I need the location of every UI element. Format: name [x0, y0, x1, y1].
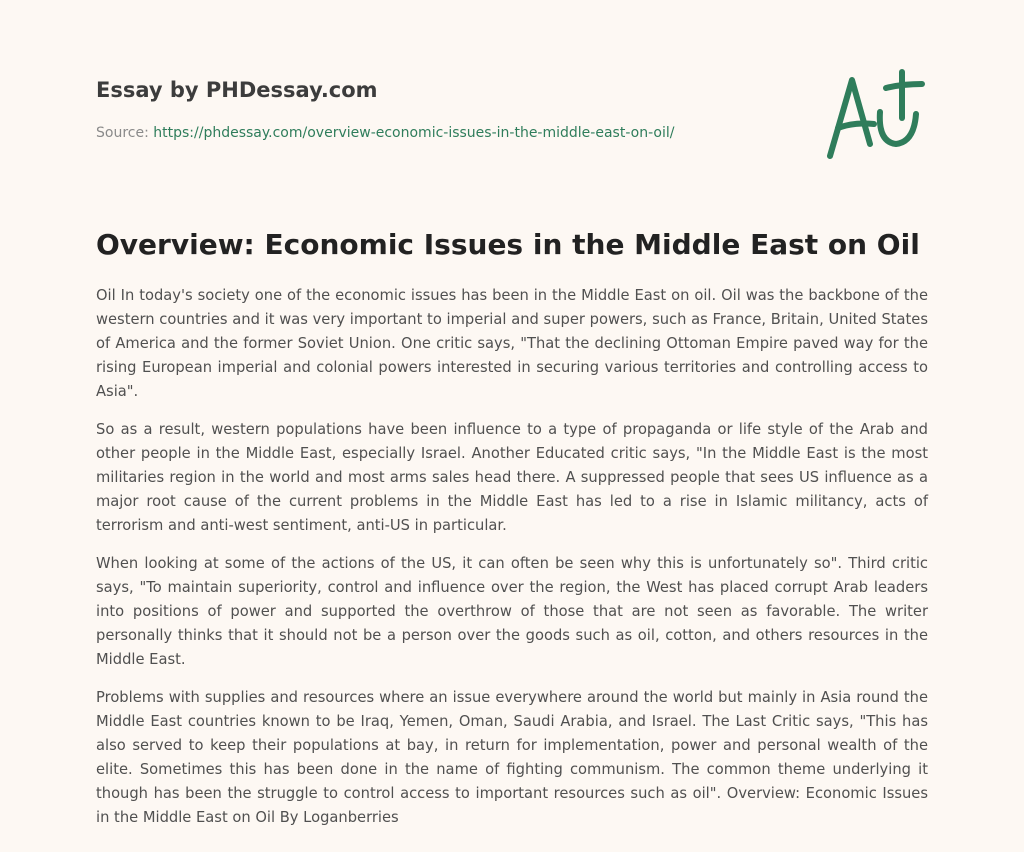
- essay-paragraph: When looking at some of the actions of the US, it can often be seen why this is unfortunately so". Third critic says, "To maintain superiority, control and influence over the region, the West has placed corrupt Arab leaders into positions of power and supported the overthrow of those that are not seen as favorable. The writer personally thinks that it should not be a person over the goods such as oil, cotton, and others resources in the Middle East.: [96, 555, 928, 668]
- essay-body: [96, 284, 928, 844]
- essay-title: Overview: Economic Issues in the Middle East on Oil: [96, 228, 920, 261]
- source-link[interactable]: https://phdessay.com/overview-economic-issues-in-the-middle-east-on-oil/: [153, 125, 675, 141]
- site-title: Essay by PHDessay.com: [96, 78, 378, 102]
- source-label: Source:: [96, 125, 149, 141]
- essay-paragraph: Problems with supplies and resources where an issue everywhere around the world but mainly in Asia round the Middle East countries known to be Iraq, Yemen, Oman, Saudi Arabia, and Israel. The Last Critic says, "This has also served to keep their populations at bay, in return for implementation, power and personal wealth of the elite. Sometimes this has been done in the name of fighting communism. The common theme underlying it though has been the struggle to control access to important resources such as oil". Overview: Economic Issues in the Middle East on Oil By Loganberries: [96, 689, 928, 826]
- source-line: [96, 124, 674, 142]
- essay-paragraph: So as a result, western populations have been influence to a type of propaganda or life style of the Arab and other people in the Middle East, especially Israel. Another Educated critic says, "In the Middle East is the most militaries region in the world and most arms sales head there. A suppressed people that sees US influence as a major root cause of the current problems in the Middle East has led to a rise in Islamic militancy, acts of terrorism and anti-west sentiment, anti-US in particular.: [96, 421, 928, 534]
- essay-paragraph: Oil In today's society one of the economic issues has been in the Middle East on oil. Oil was the backbone of the western countries and it was very important to imperial and super powers, such as France, Britain, United States of America and the former Soviet Union. One critic says, "That the declining Ottoman Empire paved way for the rising European imperial and colonial powers interested in securing various territories and controlling access to Asia".: [96, 287, 928, 400]
- a-plus-logo: [818, 66, 934, 166]
